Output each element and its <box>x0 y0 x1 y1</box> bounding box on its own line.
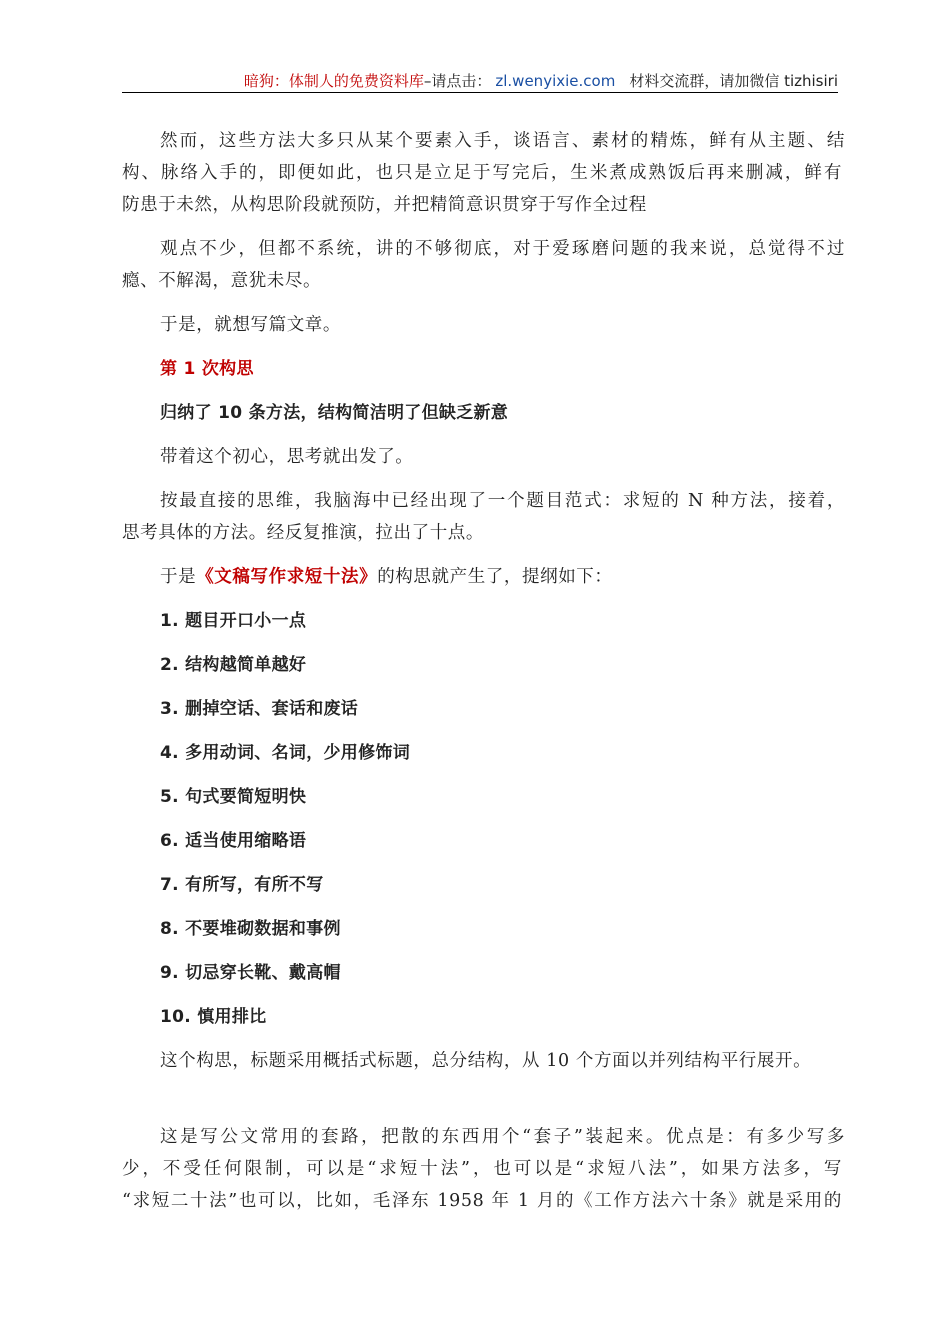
page-header <box>122 70 838 93</box>
list-item: 4. 多用动词、名词，少用修饰词 <box>160 743 411 763</box>
paragraph-5-line-1: 按最直接的思维，我脑海中已经出现了一个题目范式：求短的 N 种方法，接着， <box>160 491 845 511</box>
paragraph-8-line-1: 这是写公文常用的套路，把散的东西用个“套子”装起来。优点是：有多少写多 <box>160 1127 845 1147</box>
header-wechat-note: 材料交流群，请加微信 tizhisiri <box>629 72 838 90</box>
header-click-prompt: –请点击： <box>423 72 492 90</box>
paragraph-5-line-2: 思考具体的方法。经反复推演，拉出了十点。 <box>122 523 484 543</box>
paragraph-7: 这个构思，标题采用概括式标题，总分结构，从 10 个方面以并列结构平行展开。 <box>160 1051 812 1071</box>
list-item: 7. 有所写，有所不写 <box>160 875 324 895</box>
list-item: 3. 删掉空话、套话和废话 <box>160 699 359 719</box>
paragraph-8-line-3: “求短二十法”也可以，比如，毛泽东 1958 年 1 月的《工作方法六十条》就是采用的 <box>122 1191 842 1211</box>
header-site-name: 暗狗：体制人的免费资料库 <box>243 72 424 90</box>
section-title: 第 1 次构思 <box>160 359 254 379</box>
paragraph-2-line-1: 观点不少，但都不系统，讲的不够彻底，对于爱琢磨问题的我来说，总觉得不过 <box>160 239 845 259</box>
paragraph-6-after: 的构思就产生了，提纲如下： <box>377 567 613 587</box>
paragraph-1-line-2: 构、脉络入手的，即便如此，也只是立足于写完后，生米煮成熟饭后再来删减，鲜有 <box>122 163 842 183</box>
list-item: 2. 结构越简单越好 <box>160 655 307 675</box>
list-item: 6. 适当使用缩略语 <box>160 831 307 851</box>
paragraph-1-line-3: 防患于未然，从构思阶段就预防，并把精简意识贯穿于写作全过程 <box>122 195 647 215</box>
paragraph-2-line-2: 瘾、不解渴，意犹未尽。 <box>122 271 322 291</box>
section-subtitle: 归纳了 10 条方法，结构简洁明了但缺乏新意 <box>160 403 509 423</box>
book-title: 《文稿写作求短十法》 <box>196 567 378 587</box>
paragraph-3: 于是，就想写篇文章。 <box>160 315 341 335</box>
paragraph-6 <box>160 565 845 589</box>
list-item: 1. 题目开口小一点 <box>160 611 307 631</box>
list-item: 9. 切忌穿长靴、戴高帽 <box>160 963 341 983</box>
header-link[interactable]: zl.wenyixie.com <box>495 72 616 90</box>
paragraph-1-line-1: 然而，这些方法大多只从某个要素入手，谈语言、素材的精炼，鲜有从主题、结 <box>160 131 845 151</box>
paragraph-8-line-2: 少，不受任何限制，可以是“求短十法”，也可以是“求短八法”，如果方法多，写 <box>122 1159 842 1179</box>
paragraph-4: 带着这个初心，思考就出发了。 <box>160 447 414 467</box>
list-item: 5. 句式要简短明快 <box>160 787 307 807</box>
list-item: 10. 慎用排比 <box>160 1007 267 1027</box>
list-item: 8. 不要堆砌数据和事例 <box>160 919 341 939</box>
paragraph-6-before: 于是 <box>160 567 197 587</box>
